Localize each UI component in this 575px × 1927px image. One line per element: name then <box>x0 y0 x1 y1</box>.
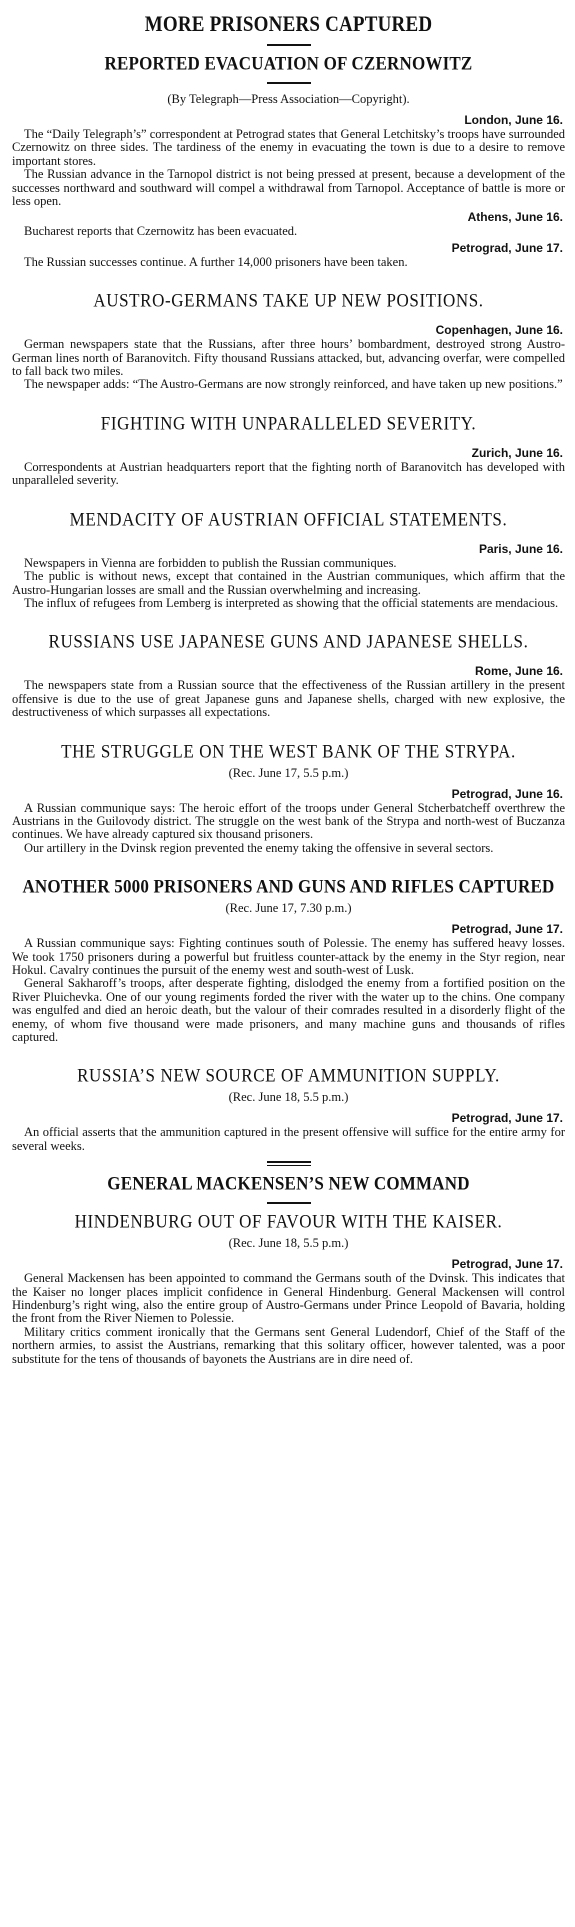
section-heading: GENERAL MACKENSEN’S NEW COMMAND <box>107 1173 470 1195</box>
divider <box>267 1161 311 1166</box>
section-heading: AUSTRO-GERMANS TAKE UP NEW POSITIONS. <box>93 290 484 312</box>
article-paragraph: General Sakharoff’s troops, after desperate fighting, dislodged the enemy from a fortified position on the River Pluichevka. One of our young regiments forded the river with the water up to the chins. One company was engulfed and died an heroic death, but the valour of their comrades resulted in a disorderly flight of the enemy, of whom five thousand were made prisoners, and many machine guns and thousands of rifles captured. <box>12 976 565 1044</box>
article-paragraph: Bucharest reports that Czernowitz has been evacuated. <box>24 224 298 239</box>
article-paragraph: The newspaper adds: “The Austro-Germans are now strongly reinforced, and have taken up new positions.” <box>24 377 563 392</box>
dateline: Petrograd, June 17. <box>451 922 563 937</box>
section-heading: THE STRUGGLE ON THE WEST BANK OF THE STRYPA. <box>61 740 516 762</box>
section-heading: FIGHTING WITH UNPARALLELED SEVERITY. <box>100 412 477 434</box>
article-paragraph: Newspapers in Vienna are forbidden to publish the Russian communiques. <box>24 555 397 570</box>
dateline: Copenhagen, June 16. <box>435 323 563 338</box>
dateline: Rome, June 16. <box>474 664 563 679</box>
article-paragraph: The Russian successes continue. A further 14,000 prisoners have been taken. <box>24 254 408 269</box>
article-paragraph: The influx of refugees from Lemberg is interpreted as showing that the official statements are mendacious. <box>24 595 559 610</box>
article-paragraph: German newspapers state that the Russians, after three hours’ bombardment, destroyed strong Austro-German lines north of Baranovitch. Fifty thousand Russians attacked, but, advancing overfar, were compelled to fall back two miles. <box>12 337 565 379</box>
received-time: (Rec. June 18, 5.5 p.m.) <box>228 1090 349 1105</box>
divider <box>267 82 311 84</box>
dateline: Petrograd, June 17. <box>451 1257 563 1272</box>
received-time: (Rec. June 17, 5.5 p.m.) <box>228 765 349 780</box>
article-paragraph: A Russian communique says: The heroic effort of the troops under General Stcherbatcheff overthrew the Austrians in the Guilovody district. The struggle on the west bank of the Strypa and north-west of Buczanza continues. We have already captured six thousand prisoners. <box>12 800 565 842</box>
article-paragraph: A Russian communique says: Fighting continues south of Polessie. The enemy has suffered heavy losses. We took 1750 prisoners during a powerful but fruitless counter-attack by the enemy in the Styr region, near Hokul. Cavalry continues the pursuit of the enemy west and south-west of Lusk. <box>12 936 565 977</box>
dateline: Zurich, June 16. <box>471 445 563 460</box>
article-paragraph: Correspondents at Austrian headquarters report that the fighting north of Baranovitch has developed with unparalleled severity. <box>12 459 565 488</box>
section-heading: ANOTHER 5000 PRISONERS AND GUNS AND RIFLES CAPTURED <box>22 876 555 898</box>
divider <box>267 44 311 46</box>
main-headline: MORE PRISONERS CAPTURED <box>144 12 433 37</box>
article-paragraph: General Mackensen has been appointed to command the Germans south of the Dvinsk. This indicates that the Kaiser no longer places implicit confidence in General Hindenburg. General Mackensen will control Hindenburg’s right wing, also the entire group of Austro-Germans under Prince Leopold of Bavaria, holding the front from the River Niemen to Polessie. <box>12 1271 565 1326</box>
section-heading: RUSSIANS USE JAPANESE GUNS AND JAPANESE SHELLS. <box>48 631 529 653</box>
dateline: Petrograd, June 16. <box>451 786 563 801</box>
section-heading: RUSSIA’S NEW SOURCE OF AMMUNITION SUPPLY. <box>77 1065 500 1087</box>
section-subheading: HINDENBURG OUT OF FAVOUR WITH THE KAISER. <box>74 1211 503 1233</box>
article-paragraph: The “Daily Telegraph’s” correspondent at Petrograd states that General Letchitsky’s troops have surrounded Czernowitz on three sides. The tardiness of the enemy in evacuating the town is due to a desire to remove important stores. <box>12 127 565 168</box>
article-paragraph: Our artillery in the Dvinsk region prevented the enemy taking the offensive in several sectors. <box>24 840 494 855</box>
wire-credit: (By Telegraph—Press Association—Copyright). <box>167 92 410 106</box>
article-paragraph: The public is without news, except that contained in the Austrian communiques, which affirm that the Austro-Hungarian losses are small and the Russian overwhelming and increasing. <box>12 569 565 597</box>
dateline: Petrograd, June 17. <box>451 240 563 255</box>
article-paragraph: Military critics comment ironically that the Germans sent General Ludendorf, Chief of the Staff of the northern armies, to assist the Austrians, remarking that this solitary officer, however talented, was a poor substitute for the tens of thousands of bayonets the Austrians are in dire need of. <box>12 1324 565 1366</box>
dateline: Paris, June 16. <box>478 541 563 556</box>
received-time: (Rec. June 18, 5.5 p.m.) <box>228 1236 349 1251</box>
article-paragraph: The Russian advance in the Tarnopol district is not being pressed at present, because a development of the successes northward and southward will compel a withdrawal from Tarnopol. Acceptance of battle is more or less open. <box>12 167 565 209</box>
article-paragraph: The newspapers state from a Russian source that the effectiveness of the Russian artillery in the present offensive is due to the use of great Japanese guns and Japanese shells, charged with new explosive, the destructiveness of which surpasses all expectations. <box>12 678 565 720</box>
section-heading: MENDACITY OF AUSTRIAN OFFICIAL STATEMENTS. <box>69 508 508 530</box>
article-paragraph: An official asserts that the ammunition captured in the present offensive will suffice for the entire army for several weeks. <box>12 1125 565 1153</box>
section-heading: REPORTED EVACUATION OF CZERNOWITZ <box>104 53 473 74</box>
divider <box>267 1202 311 1204</box>
dateline: London, June 16. <box>464 113 563 127</box>
received-time: (Rec. June 17, 7.30 p.m.) <box>225 901 352 916</box>
dateline: Athens, June 16. <box>467 210 563 225</box>
dateline: Petrograd, June 17. <box>451 1111 563 1126</box>
